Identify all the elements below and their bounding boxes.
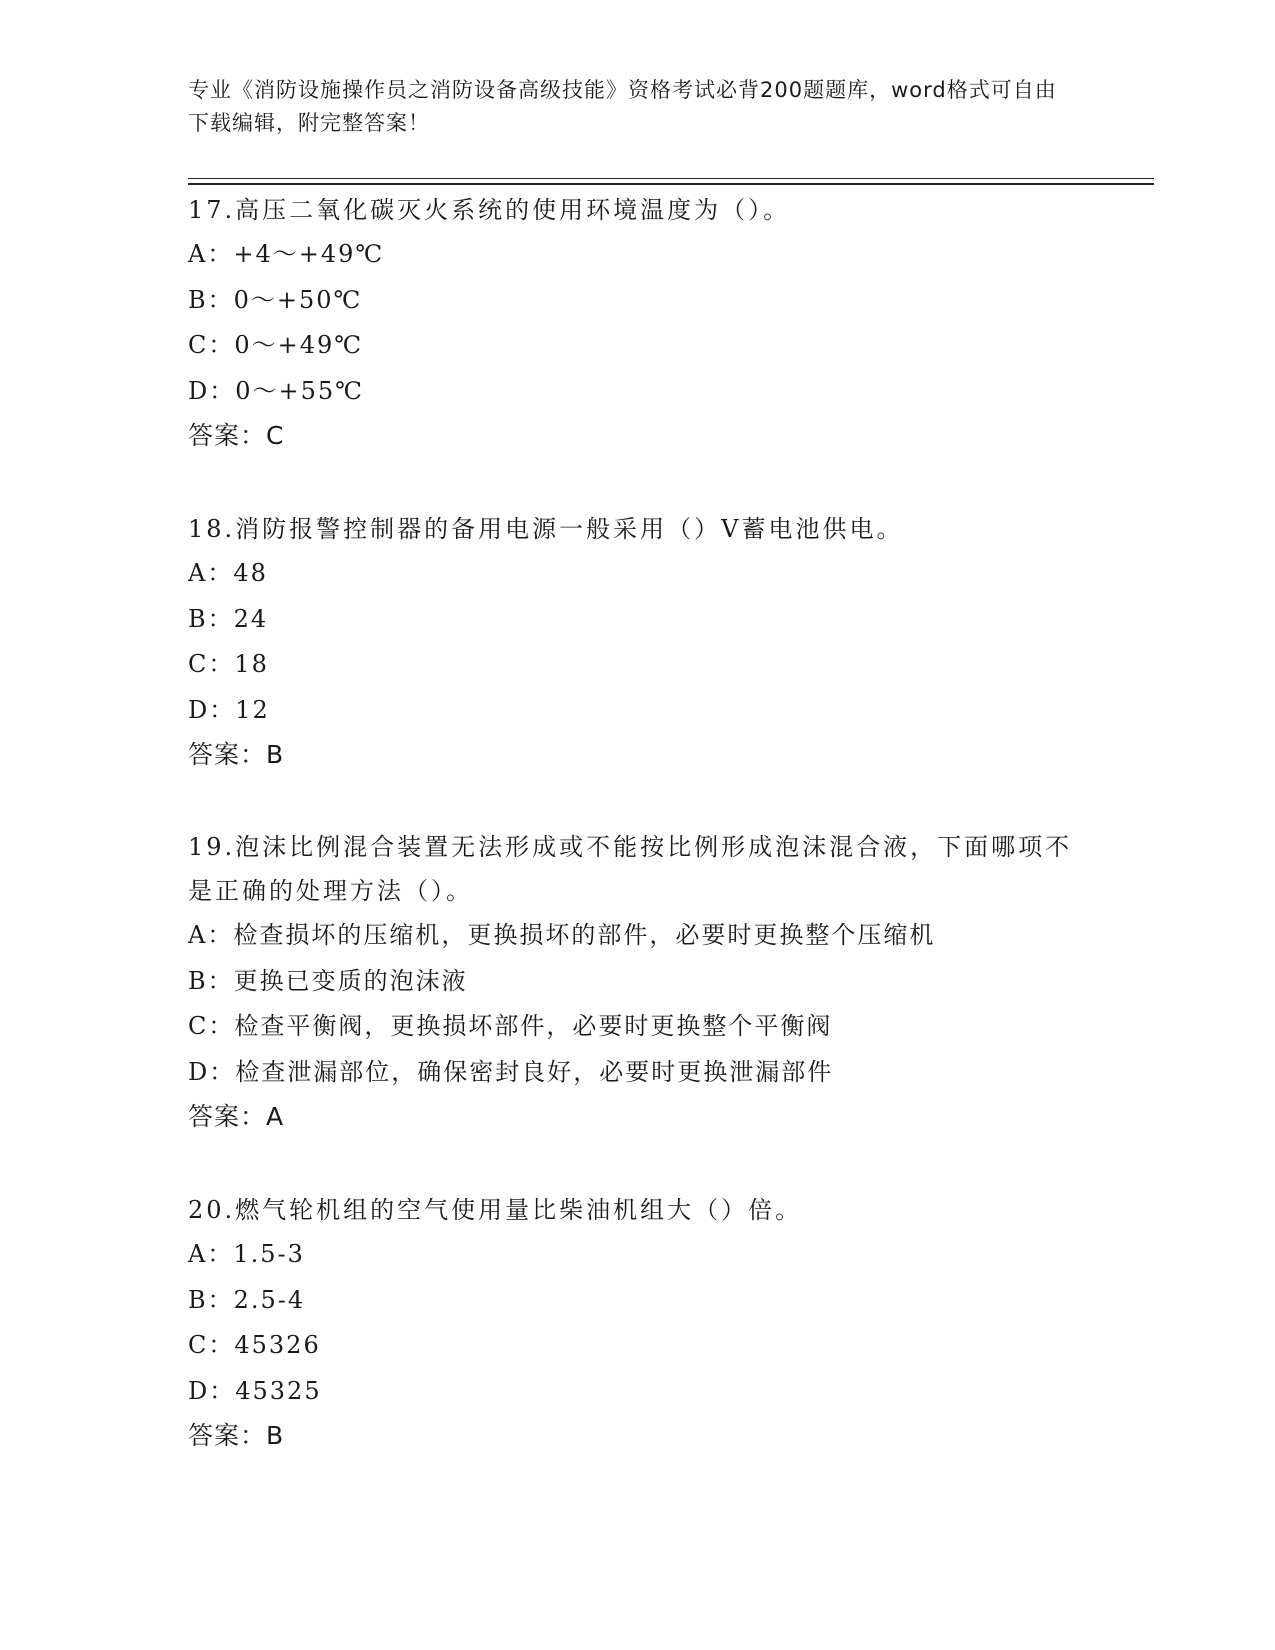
question-stem: 19.泡沫比例混合装置无法形成或不能按比例形成泡沫混合液，下面哪项不是正确的处理方法（）。	[188, 833, 1073, 905]
option-b: B：更换已变质的泡沫液	[188, 966, 468, 995]
document-header: 专业《消防设施操作员之消防设备高级技能》资格考试必背200题题库，word格式可自由下载编辑，附完整答案！	[188, 78, 1057, 135]
option-d: D：0～+55℃	[188, 376, 365, 405]
question-19	[188, 825, 1088, 1139]
option-c: C：45326	[188, 1331, 321, 1359]
header-divider-thin	[188, 178, 1154, 179]
option-d: D：检查泄漏部位，确保密封良好，必要时更换泄漏部件	[188, 1057, 834, 1086]
option-c: C：检查平衡阀，更换损坏部件，必要时更换整个平衡阀	[188, 1012, 833, 1040]
answer-line: 答案：C	[188, 421, 285, 450]
option-b: B：2.5-4	[188, 1285, 306, 1314]
question-stem: 20.燃气轮机组的空气使用量比柴油机组大（）倍。	[188, 1196, 803, 1224]
option-c: C：0～+49℃	[188, 331, 364, 359]
question-20	[188, 1188, 1088, 1458]
answer-line: 答案：B	[188, 1421, 285, 1450]
question-stem: 17.高压二氧化碳灭火系统的使用环境温度为（）。	[188, 196, 791, 224]
option-a: A：48	[188, 559, 268, 587]
option-b: B：24	[188, 604, 269, 633]
option-d: D：45325	[188, 1376, 322, 1405]
question-18	[188, 507, 1088, 777]
question-stem: 18.消防报警控制器的备用电源一般采用（）V蓄电池供电。	[188, 515, 904, 543]
option-a: A：1.5-3	[188, 1240, 305, 1268]
option-d: D：12	[188, 695, 270, 724]
option-a: A：检查损坏的压缩机，更换损坏的部件，必要时更换整个压缩机	[188, 921, 936, 949]
option-a: A：+4～+49℃	[188, 240, 385, 268]
option-b: B：0～+50℃	[188, 285, 363, 314]
answer-line: 答案：B	[188, 740, 285, 769]
option-c: C：18	[188, 650, 269, 678]
answer-line: 答案：A	[188, 1102, 285, 1131]
question-17	[188, 188, 1088, 458]
header-divider-thick	[188, 183, 1154, 185]
